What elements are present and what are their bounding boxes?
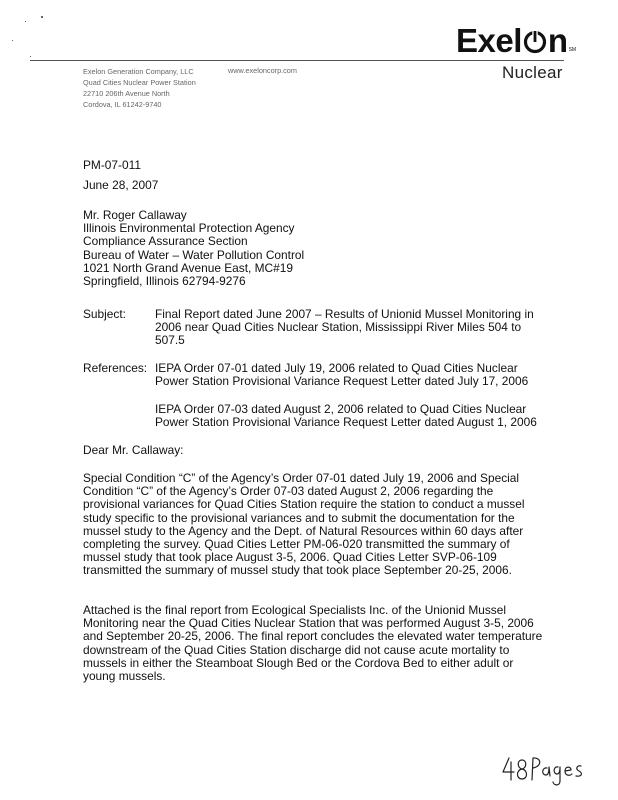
paragraph-line: completing the survey. Quad Cities Letter PM-06-020 transmitted the summary of [83,537,510,552]
paragraph-line: study specific to the provisional variances and to submit the documentation for the [83,510,515,525]
letter-date: June 28, 2007 [83,178,159,192]
handwritten-page-count [500,752,592,788]
paragraph-line: Condition “C” of the Agency’s Order 07-03 dated August 2, 2006 regarding the [83,484,494,499]
reference-line: Power Station Provisional Variance Request Letter dated August 1, 2006 [155,415,537,430]
exelon-logo [456,24,596,84]
reference-line: IEPA Order 07-01 dated July 19, 2006 related to Quad Cities Nuclear [155,361,518,375]
paragraph-line: mussel study that took place August 3-5, 2006. Quad Cities Letter SVP-06-109 [83,550,497,565]
company-website: www.exeloncorp.com [228,66,297,75]
references-label: References: [83,361,148,375]
paragraph-line: downstream of the Quad Cities Station discharge did not cause acute mortality to [83,642,510,657]
paragraph-line: provisional variances for Quad Cities Station require the station to conduct a mussel [83,497,525,512]
reference-line: Power Station Provisional Variance Request Letter dated July 17, 2006 [155,374,529,389]
paragraph-line: Monitoring near the Quad Cities Nuclear Station that was performed August 3-5, 2006 [83,616,534,631]
subject-line: Final Report dated June 2007 – Results of Unionid Mussel Monitoring in [155,307,534,321]
letterhead-divider [30,60,564,61]
recipient-line: Bureau of Water – Water Pollution Control [83,247,305,262]
company-address [83,66,196,110]
paragraph-line: and September 20-25, 2006. The final report concludes the elevated water temperature [83,629,543,644]
subject-text [155,308,551,348]
reference-number: PM-07-011 [83,158,141,172]
subject-line: 2006 near Quad Cities Nuclear Station, Mississippi River Miles 504 to [155,320,522,335]
paragraph-2 [83,604,551,683]
paragraph-1 [83,472,551,578]
subject-label: Subject: [83,307,126,321]
recipient-line: Illinois Environmental Protection Agency [83,221,295,236]
subject-line: 507.5 [155,333,185,348]
recipient-line: Springfield, Illinois 62794-9276 [83,274,246,289]
recipient-line: Compliance Assurance Section [83,234,248,249]
paragraph-line: Attached is the final report from Ecological Specialists Inc. of the Unionid Mussel [83,603,506,617]
paragraph-line: young mussels. [83,669,166,684]
recipient-line: 1021 North Grand Avenue East, MC#19 [83,260,293,275]
recipient-address [83,209,304,288]
paragraph-line: mussels in either the Steamboat Slough Bed or the Cordova Bed to either adult or [83,655,514,670]
logo-text-right: n [547,22,568,59]
logo-trademark: SM [568,47,577,53]
recipient-line: Mr. Roger Callaway [83,208,187,222]
paragraph-line: mussel study to the Agency and the Dept. of Natural Resources within 60 days after [83,523,524,538]
address-line: Exelon Generation Company, LLC [83,67,194,76]
address-line: 22710 206th Avenue North [83,89,170,98]
reference-2 [155,403,555,429]
reference-line: IEPA Order 07-03 dated August 2, 2006 related to Quad Cities Nuclear [155,402,527,416]
logo-text-left: Exel [456,22,522,59]
address-line: Quad Cities Nuclear Power Station [83,78,196,87]
logo-subtitle: Nuclear [502,63,563,82]
paragraph-line: Special Condition “C” of the Agency’s Order 07-01 dated July 19, 2006 and Special [83,471,520,485]
salutation: Dear Mr. Callaway: [83,443,184,457]
paragraph-line: transmitted the summary of mussel study that took place September 20-25, 2006. [83,563,512,578]
reference-1 [155,362,555,388]
address-line: Cordova, IL 61242-9740 [83,100,162,109]
power-icon [523,30,547,54]
